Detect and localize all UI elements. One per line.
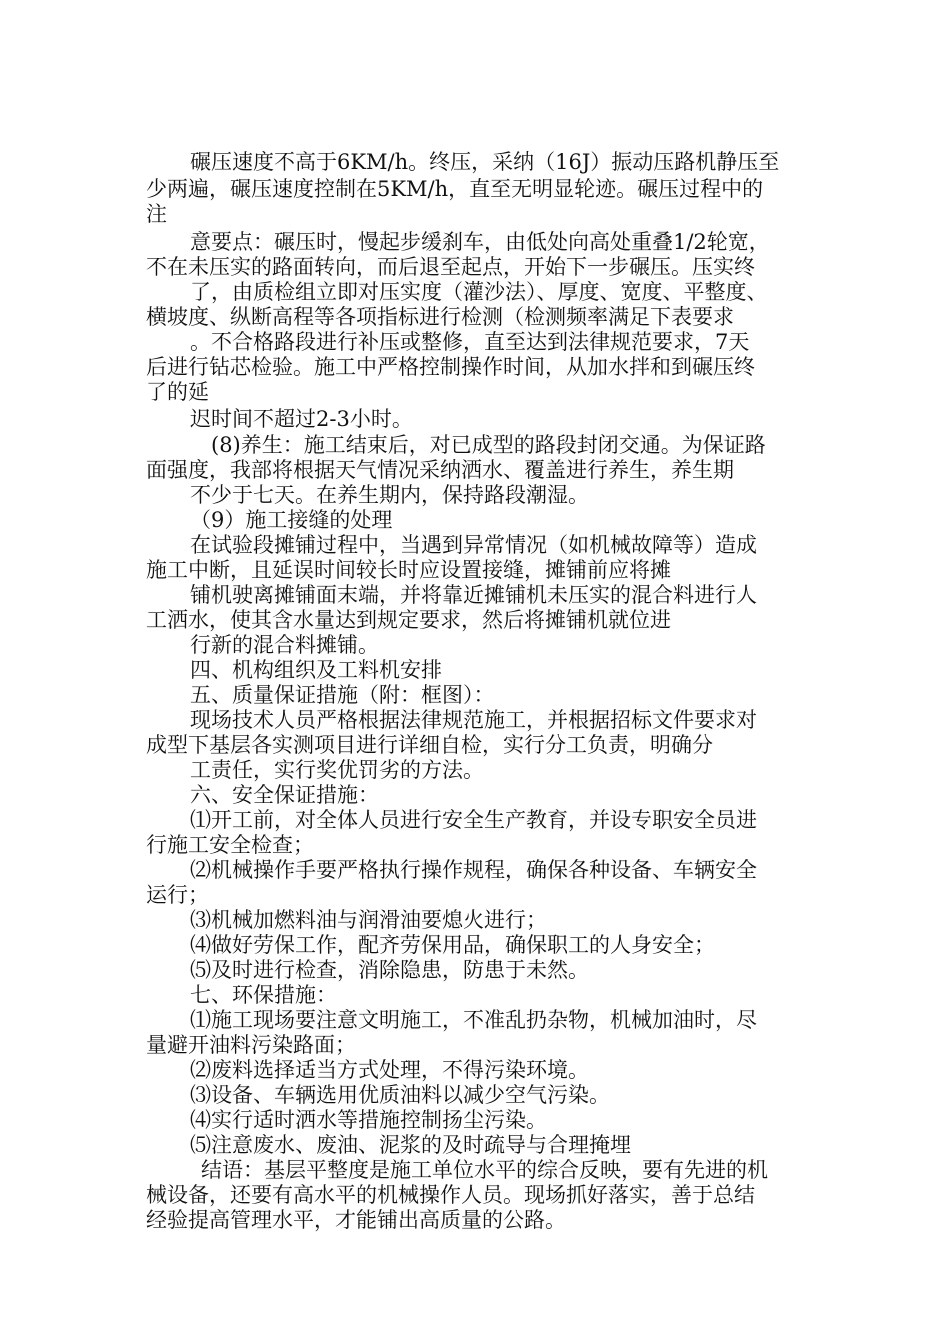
section-heading: 四、机构组织及工料机安排 [190,658,442,682]
list-item: ⑴开工前，对全体人员进行安全生产教育，并设专职安全员进 [190,808,757,832]
section-heading: 六、安全保证措施： [190,783,379,807]
text-line: 量避开油料污染路面； [146,1033,356,1057]
text-line: 运行； [146,883,209,907]
text-line: 工洒水，使其含水量达到规定要求，然后将摊铺机就位进 [146,608,671,632]
text-line: 现场技术人员严格根据法律规范施工，并根据招标文件要求对 [190,708,757,732]
text-line: 横坡度、纵断高程等各项指标进行检测（检测频率满足下表要求 [146,305,734,329]
text-line: 碾压速度不高于6KM/h。终压，采纳（16J）振动压路机静压至 [190,150,780,174]
text-line: 迟时间不超过2-3小时。 [190,407,413,431]
text-line: 经验提高管理水平，才能铺出高质量的公路。 [146,1208,566,1232]
text-line: 注 [146,202,167,226]
section-heading: （9）施工接缝的处理 [190,508,393,532]
text-line: 械设备，还要有高水平的机械操作人员。现场抓好落实，善于总结 [146,1183,755,1207]
text-line: 不在未压实的路面转向，而后退至起点，开始下一步碾压。压实终 [146,255,755,279]
list-item: ⑵机械操作手要严格执行操作规程，确保各种设备、车辆安全 [190,858,757,882]
text-line: 行新的混合料摊铺。 [190,633,379,657]
text-line: 后进行钻芯检验。施工中严格控制操作时间，从加水拌和到碾压终 [146,355,755,379]
section-heading: 七、环保措施： [190,983,337,1007]
text-line: 成型下基层各实测项目进行详细自检，实行分工负责，明确分 [146,733,713,757]
text-line: 工责任，实行奖优罚劣的方法。 [190,758,484,782]
text-line: 不少于七天。在养生期内，保持路段潮湿。 [190,483,589,507]
list-item: ⑷做好劳保工作，配齐劳保用品，确保职工的人身安全； [190,933,715,957]
list-item: ⑴施工现场要注意文明施工，不准乱扔杂物，机械加油时，尽 [190,1008,757,1032]
text-line: 。不合格路段进行补压或整修，直至达到法律规范要求，7天 [190,330,750,354]
text-line: 了，由质检组立即对压实度（灌沙法）、厚度、宽度、平整度、 [190,280,768,304]
text-line: 了的延 [146,380,209,404]
text-line: 少两遍，碾压速度控制在5KM/h，直至无明显轮迹。碾压过程中的 [146,177,764,201]
conclusion-line: 结语：基层平整度是施工单位水平的综合反映，要有先进的机 [201,1158,768,1182]
list-item: ⑷实行适时洒水等措施控制扬尘污染。 [190,1108,547,1132]
text-line: 面强度，我部将根据天气情况采纳洒水、覆盖进行养生，养生期 [146,458,734,482]
list-item: ⑸注意废水、废油、泥浆的及时疏导与合理掩埋 [190,1133,631,1157]
list-item: ⑵废料选择适当方式处理，不得污染环境。 [190,1058,589,1082]
list-item: ⑶设备、车辆选用优质油料以减少空气污染。 [190,1083,610,1107]
list-item: ⑸及时进行检查，消除隐患，防患于未然。 [190,958,589,982]
text-line: 在试验段摊铺过程中，当遇到异常情况（如机械故障等）造成 [190,533,757,557]
text-line: 铺机驶离摊铺面末端，并将靠近摊铺机未压实的混合料进行人 [190,583,757,607]
text-line: 意要点：碾压时，慢起步缓刹车，由低处向高处重叠1/2轮宽， [190,230,770,254]
text-line: 施工中断，且延误时间较长时应设置接缝，摊铺前应将摊 [146,558,671,582]
section-heading: 五、质量保证措施（附：框图）： [190,683,495,707]
text-line: (8)养生：施工结束后，对已成型的路段封闭交通。为保证路 [211,433,766,457]
list-item: ⑶机械加燃料油与润滑油要熄火进行； [190,908,547,932]
text-line: 行施工安全检查； [146,833,314,857]
